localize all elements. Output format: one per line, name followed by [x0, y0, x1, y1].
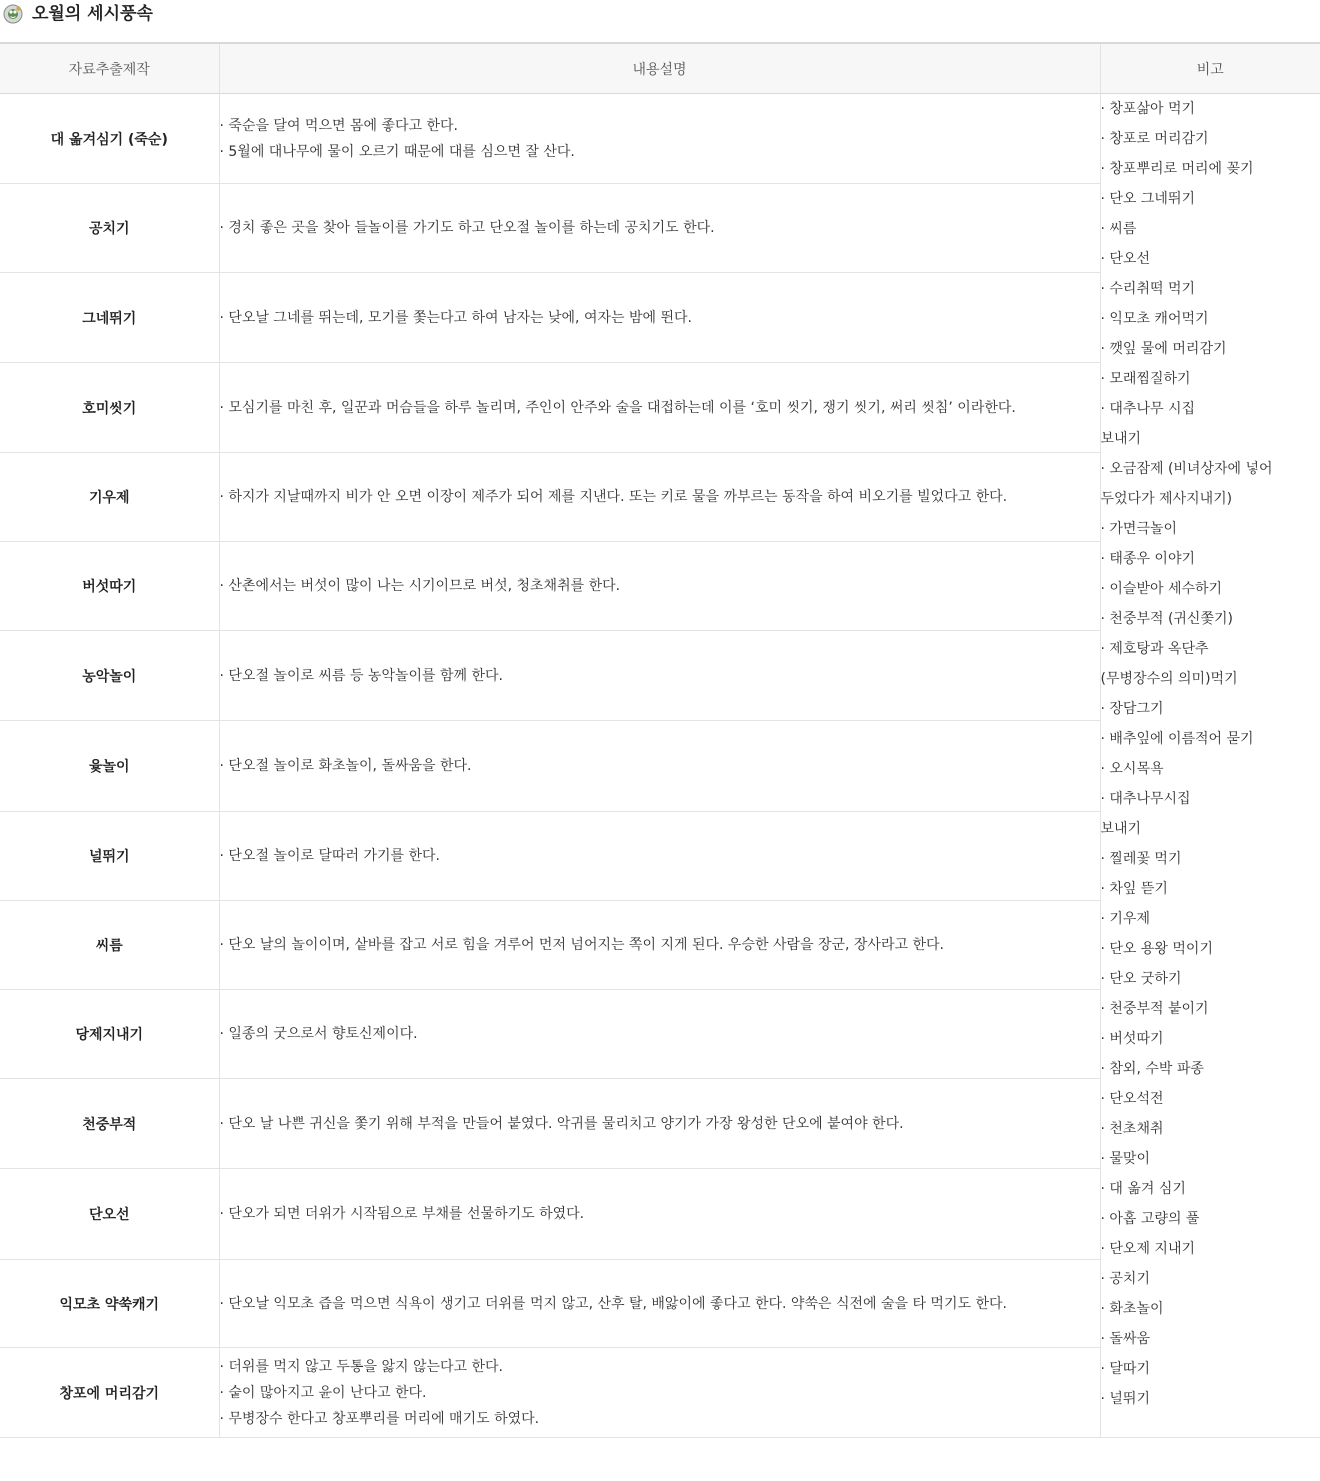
custom-name: 기우제	[0, 453, 219, 542]
remark-item: · 창포삶아 먹기	[1100, 101, 1195, 117]
column-header-source: 자료추출제작	[0, 43, 219, 94]
remark-item: · 대추나무 시집	[1100, 401, 1195, 417]
remark-item: (무병장수의 의미)먹기	[1100, 671, 1238, 687]
remark-item: · 단오제 지내기	[1100, 1241, 1195, 1257]
remark-item: · 천중부적 붙이기	[1100, 1001, 1209, 1017]
description-line: · 5월에 대나무에 물이 오르기 때문에 대를 심으면 잘 산다.	[219, 143, 575, 160]
description-line: · 단오절 놀이로 달따러 가기를 한다.	[219, 848, 440, 864]
remark-item: 두었다가 제사지내기)	[1100, 491, 1233, 507]
remark-item: · 공치기	[1100, 1271, 1150, 1287]
description-line: · 하지가 지날때까지 비가 안 오면 이장이 제주가 되어 제를 지낸다. 또는 키로 물을 까부르는 동작을 하여 비오기를 빌었다고 한다.	[219, 489, 1008, 505]
remark-item: · 버섯따기	[1100, 1031, 1164, 1047]
custom-name: 대 옮겨심기 (죽순)	[0, 94, 219, 184]
custom-description	[219, 631, 1100, 721]
custom-name: 천중부적	[0, 1079, 219, 1169]
customs-table	[0, 42, 1320, 1438]
description-line: · 단오가 되면 더위가 시작됨으로 부채를 선물하기도 하였다.	[219, 1206, 585, 1222]
remark-item: · 대추나무시집	[1100, 791, 1191, 807]
description-line: · 숱이 많아지고 윤이 난다고 한다.	[219, 1384, 427, 1401]
remark-item: · 익모초 캐어먹기	[1100, 311, 1209, 327]
custom-description	[219, 94, 1100, 184]
custom-description	[219, 1260, 1100, 1348]
column-header-remarks: 비고	[1100, 43, 1320, 94]
remark-item: · 화초놀이	[1100, 1301, 1164, 1317]
custom-description	[219, 453, 1100, 542]
remark-item: · 아홉 고량의 풀	[1100, 1211, 1200, 1227]
description-line: · 모심기를 마친 후, 일꾼과 머슴들을 하루 놀리며, 주인이 안주와 술을 대접하는데 이를 ‘호미 씻기, 쟁기 씻기, 써리 씻침’ 이라한다.	[219, 399, 1016, 416]
remark-item: · 기우제	[1100, 911, 1150, 927]
custom-name: 창포에 머리감기	[0, 1348, 219, 1438]
custom-name: 당제지내기	[0, 990, 219, 1079]
custom-description	[219, 363, 1100, 453]
remark-item: · 배추잎에 이름적어 묻기	[1100, 731, 1254, 747]
section-header	[0, 0, 153, 28]
description-line: · 경치 좋은 곳을 찾아 들놀이를 가기도 하고 단오절 놀이를 하는데 공치기도 한다.	[219, 220, 715, 236]
remark-item: · 제호탕과 옥단추	[1100, 641, 1209, 657]
remark-item: · 참외, 수박 파종	[1100, 1061, 1204, 1077]
description-line: · 더위를 먹지 않고 두통을 앓지 않는다고 한다.	[219, 1358, 503, 1375]
description-line: · 무병장수 한다고 창포뿌리를 머리에 매기도 하였다.	[219, 1410, 540, 1427]
remark-item: · 씨름	[1100, 221, 1137, 237]
custom-name: 그네뛰기	[0, 273, 219, 363]
remark-item: · 수리취떡 먹기	[1100, 281, 1195, 297]
remark-item: · 차잎 뜯기	[1100, 881, 1168, 897]
remark-item: · 오금잠제 (비녀상자에 넣어	[1100, 461, 1273, 477]
remark-item: · 달따기	[1100, 1361, 1150, 1377]
remark-item: · 모래찜질하기	[1100, 371, 1191, 387]
custom-name: 농악놀이	[0, 631, 219, 721]
description-line: · 단오날 익모초 즙을 먹으면 식욕이 생기고 더위를 먹지 않고, 산후 탈, 배앓이에 좋다고 한다. 약쑥은 식전에 술을 타 먹기도 한다.	[219, 1295, 1007, 1312]
custom-name: 널뛰기	[0, 812, 219, 901]
remark-item: · 천중부적 (귀신쫓기)	[1100, 611, 1233, 627]
remark-item: 보내기	[1100, 431, 1142, 447]
remark-item: · 널뛰기	[1100, 1391, 1150, 1407]
custom-description	[219, 901, 1100, 990]
remark-item: · 단오석전	[1100, 1091, 1164, 1107]
description-line: · 단오절 놀이로 씨름 등 농악놀이를 함께 한다.	[219, 667, 503, 684]
description-line: · 죽순을 달여 먹으면 몸에 좋다고 한다.	[219, 117, 458, 134]
remark-item: · 돌싸움	[1100, 1331, 1150, 1347]
page-title: 오월의 세시풍속	[32, 4, 153, 24]
custom-description	[219, 1079, 1100, 1169]
custom-description	[219, 990, 1100, 1079]
custom-name: 호미씻기	[0, 363, 219, 453]
custom-name: 버섯따기	[0, 542, 219, 631]
sticker-icon	[2, 3, 24, 25]
table-row	[0, 94, 1320, 184]
remark-item: · 물맞이	[1100, 1151, 1150, 1167]
remark-item: · 창포뿌리로 머리에 꽂기	[1100, 161, 1254, 177]
custom-description	[219, 184, 1100, 273]
custom-name: 단오선	[0, 1169, 219, 1260]
description-line: · 일종의 굿으로서 향토신제이다.	[219, 1026, 418, 1042]
custom-description	[219, 812, 1100, 901]
table-header-row	[0, 43, 1320, 94]
remark-item: · 단오선	[1100, 251, 1150, 267]
remark-item: · 단오 굿하기	[1100, 971, 1182, 987]
custom-name: 공치기	[0, 184, 219, 273]
remark-item: · 단오 용왕 먹이기	[1100, 941, 1213, 957]
custom-name: 윷놀이	[0, 721, 219, 812]
remark-item: · 태종우 이야기	[1100, 551, 1195, 567]
remark-item: · 가면극놀이	[1100, 521, 1178, 537]
description-line: · 단오 날의 놀이이며, 샅바를 잡고 서로 힘을 겨루어 먼저 넘어지는 쪽이 지게 된다. 우승한 사람을 장군, 장사라고 한다.	[219, 937, 944, 953]
custom-name: 익모초 약쑥캐기	[0, 1260, 219, 1348]
remark-item: · 이슬받아 세수하기	[1100, 581, 1223, 597]
custom-description	[219, 542, 1100, 631]
description-line: · 단오절 놀이로 화초놀이, 돌싸움을 한다.	[219, 758, 472, 774]
remark-item: · 찔레꽃 먹기	[1100, 851, 1182, 867]
description-line: · 단오날 그네를 뛰는데, 모기를 쫓는다고 하여 남자는 낮에, 여자는 밤에 뛴다.	[219, 309, 692, 326]
description-line: · 단오 날 나쁜 귀신을 쫓기 위해 부적을 만들어 붙였다. 악귀를 물리치고 양기가 가장 왕성한 단오에 붙여야 한다.	[219, 1115, 904, 1132]
remark-item: · 단오 그네뛰기	[1100, 191, 1195, 207]
remark-item: · 천초채취	[1100, 1121, 1164, 1137]
custom-description	[219, 273, 1100, 363]
remarks-cell	[1100, 94, 1320, 1438]
custom-name: 씨름	[0, 901, 219, 990]
remark-item: · 창포로 머리감기	[1100, 131, 1209, 147]
remark-item: 보내기	[1100, 821, 1142, 837]
custom-description	[219, 1348, 1100, 1438]
custom-description	[219, 1169, 1100, 1260]
remark-item: · 오시목욕	[1100, 761, 1164, 777]
remark-item: · 깻잎 물에 머리감기	[1100, 341, 1227, 357]
custom-description	[219, 721, 1100, 812]
description-line: · 산촌에서는 버섯이 많이 나는 시기이므로 버섯, 청초채취를 한다.	[219, 578, 621, 594]
column-header-description: 내용설명	[219, 43, 1100, 94]
remark-item: · 대 옮겨 심기	[1100, 1181, 1186, 1197]
remark-item: · 장담그기	[1100, 701, 1164, 717]
